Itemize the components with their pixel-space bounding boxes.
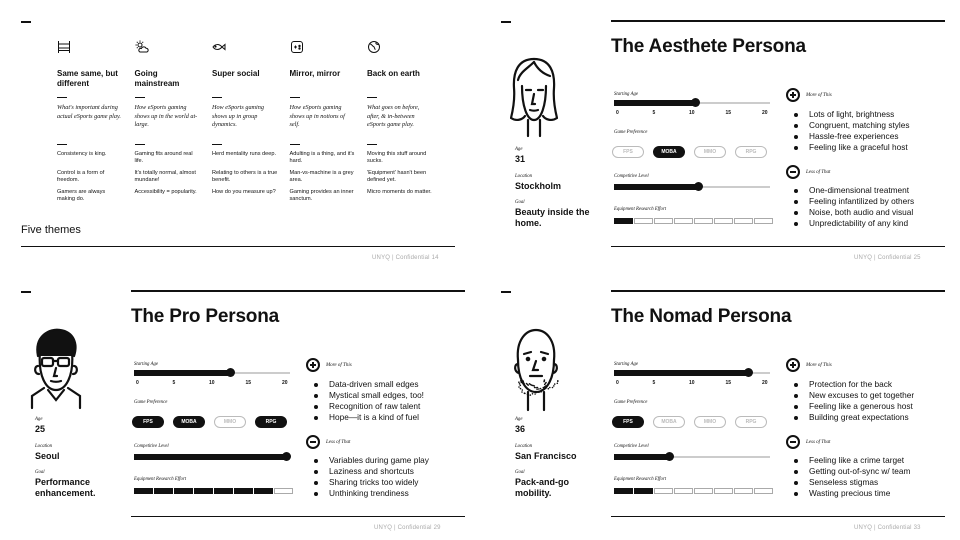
equipment-effort-label: Equipment Research Effort [134, 477, 187, 482]
equipment-segment [174, 488, 193, 494]
minus-circle-icon [306, 435, 320, 449]
theme-rule [290, 144, 300, 145]
theme-point: Gamers are always making do. [57, 189, 106, 202]
competitive-knob [694, 182, 703, 191]
more-of-this-label: More of This [326, 363, 352, 368]
slide-dash [21, 21, 31, 23]
theme-rule [57, 144, 67, 145]
less-item: Sharing tricks too widely [312, 477, 429, 488]
less-item: Variables during game play [312, 455, 429, 466]
slide-dash [501, 291, 511, 293]
theme-description: How eSports gaming shows up in group dynamics. [212, 104, 264, 128]
more-item: Lots of light, brightness [792, 109, 910, 120]
footer-text: UNYQ | Confidential 14 [372, 255, 439, 261]
competitive-level-label: Competitive Level [614, 444, 649, 449]
equipment-effort-label: Equipment Research Effort [614, 207, 667, 212]
game-pill-moba: MOBA [653, 416, 685, 428]
competitive-fill [134, 454, 286, 460]
goal-label: Goal [515, 470, 525, 475]
theme-rule [135, 144, 145, 145]
theme-rule [367, 144, 377, 145]
persona-portrait [510, 56, 558, 147]
less-of-that-label: Less of That [806, 440, 831, 445]
more-list [792, 379, 914, 423]
theme-point: Moving this stuff around sucks. [367, 151, 427, 164]
less-list [792, 185, 914, 229]
equipment-segment [674, 488, 693, 494]
competitive-fill [614, 184, 698, 190]
location-label: Location [515, 174, 533, 179]
age-tick-label: 20 [282, 380, 288, 386]
more-item: New excuses to get together [792, 390, 914, 401]
theme-point: 'Equipment' hasn't been defined yet. [367, 170, 427, 183]
equipment-segment [614, 488, 633, 494]
plus-circle-icon [786, 358, 800, 372]
gamepad-mirror-icon [290, 40, 356, 59]
equipment-segment [614, 218, 633, 224]
persona-title: The Aesthete Persona [611, 36, 806, 57]
theme-rule [212, 97, 222, 98]
slide-dash [21, 291, 31, 293]
more-item: Recognition of raw talent [312, 401, 424, 412]
age-value: 31 [515, 154, 526, 164]
title-rule [611, 290, 945, 292]
less-item: One-dimensional treatment [792, 185, 914, 196]
theme-point: Adulting is a thing, and it's hard. [289, 151, 355, 164]
less-item: Unthinking trendiness [312, 488, 429, 499]
game-pill-moba: MOBA [173, 416, 205, 428]
age-tick-label: 15 [245, 380, 252, 386]
theme-column [57, 40, 123, 208]
slide-nomad-persona [480, 270, 960, 540]
title-rule [131, 290, 465, 292]
theme-title: Going mainstream [134, 69, 180, 88]
less-item: Laziness and shortcuts [312, 466, 429, 477]
equipment-effort-label: Equipment Research Effort [614, 477, 667, 482]
location-value: San Francisco [515, 451, 577, 461]
equipment-segment [274, 488, 293, 494]
equipment-segment [714, 218, 733, 224]
location-value: Stockholm [515, 181, 562, 191]
age-tick-label: 0 [616, 110, 619, 116]
starting-age-label: Starting Age [614, 92, 639, 97]
theme-point: Relating to others is a true benefit. [212, 170, 278, 183]
more-of-this-label: More of This [806, 363, 832, 368]
footer-text: UNYQ | Confidential 29 [374, 525, 441, 531]
theme-point: Gaming fits around real life. [134, 151, 193, 164]
game-pill-rpg: RPG [735, 146, 767, 158]
competitive-knob [282, 452, 291, 461]
age-tick-label: 15 [725, 380, 732, 386]
goal-value: Pack-and-go mobility. [515, 477, 570, 498]
globe-icon [367, 40, 433, 59]
equipment-segment [754, 218, 773, 224]
sun-cloud-icon [135, 40, 201, 59]
equipment-segment [754, 488, 773, 494]
theme-title: Same same, but different [57, 69, 118, 88]
equipment-segment [234, 488, 253, 494]
goal-label: Goal [515, 200, 525, 205]
age-tick-label: 15 [725, 110, 732, 116]
less-item: Feeling like a crime target [792, 455, 910, 466]
game-preference-label: Game Preference [134, 400, 168, 405]
more-item: Building great expectations [792, 412, 914, 423]
age-tick-label: 20 [762, 380, 768, 386]
theme-description: How eSports gaming shows up in notions of self. [289, 104, 345, 128]
age-tick-label: 5 [172, 380, 176, 386]
more-list [792, 109, 910, 153]
game-pill-rpg: RPG [255, 416, 287, 428]
theme-point: Consistency is king. [57, 151, 107, 157]
game-pill-fps: FPS [612, 146, 644, 158]
less-item: Feeling infantilized by others [792, 196, 914, 207]
equipment-segment [194, 488, 213, 494]
plus-circle-icon [306, 358, 320, 372]
more-item: Protection for the back [792, 379, 914, 390]
competitive-fill [614, 454, 669, 460]
more-item: Congruent, matching styles [792, 120, 910, 131]
theme-rule [57, 97, 67, 98]
persona-portrait [30, 326, 82, 415]
starting-age-fill [134, 370, 230, 376]
less-item: Getting out-of-sync w/ team [792, 466, 910, 477]
equipment-segment [654, 218, 673, 224]
more-item: Feeling like a graceful host [792, 142, 910, 153]
starting-age-fill [614, 370, 748, 376]
equipment-segment [154, 488, 173, 494]
equipment-segment [634, 218, 653, 224]
game-pill-mmo: MMO [214, 416, 246, 428]
more-item: Data-driven small edges [312, 379, 424, 390]
equipment-segment [214, 488, 233, 494]
slide-heading: Five themes [21, 224, 81, 236]
game-preference-label: Game Preference [614, 400, 648, 405]
theme-column [135, 40, 201, 208]
theme-rule [212, 144, 222, 145]
age-label: Age [35, 417, 43, 422]
starting-age-label: Starting Age [134, 362, 159, 367]
less-of-that-label: Less of That [326, 440, 351, 445]
starting-age-knob [744, 368, 753, 377]
theme-description: How eSports gaming shows up in the world at-large. [134, 104, 198, 128]
game-pill-fps: FPS [132, 416, 164, 428]
starting-age-label: Starting Age [614, 362, 639, 367]
less-item: Wasting precious time [792, 488, 910, 499]
age-tick-label: 0 [616, 380, 619, 386]
age-tick-label: 20 [762, 110, 768, 116]
age-tick-label: 0 [136, 380, 139, 386]
theme-title: Super social [212, 69, 260, 78]
age-label: Age [515, 417, 523, 422]
more-item: Hassle-free experiences [792, 131, 910, 142]
more-list [312, 379, 424, 423]
less-item: Unpredictability of any kind [792, 218, 914, 229]
equipment-segment [634, 488, 653, 494]
theme-description: What's important during actual eSports game play. [57, 104, 121, 120]
theme-title: Back on earth [367, 69, 420, 78]
equipment-segment [734, 218, 753, 224]
theme-column [367, 40, 433, 208]
starting-age-knob [691, 98, 700, 107]
game-pill-mmo: MMO [694, 416, 726, 428]
theme-column [212, 40, 278, 208]
slide-five-themes [0, 0, 480, 270]
theme-rule [135, 97, 145, 98]
location-label: Location [515, 444, 533, 449]
theme-point: Micro moments do matter. [367, 189, 432, 195]
age-tick-label: 10 [689, 380, 695, 386]
theme-point: Control is a form of freedom. [57, 170, 105, 183]
footer-text: UNYQ | Confidential 25 [854, 255, 921, 261]
persona-portrait [510, 326, 562, 417]
starting-age-fill [614, 100, 695, 106]
footer-rule [611, 516, 945, 517]
game-preference-label: Game Preference [614, 130, 648, 135]
age-value: 36 [515, 424, 526, 434]
age-value: 25 [35, 424, 46, 434]
theme-column [290, 40, 356, 208]
theme-point: Herd mentality runs deep. [212, 151, 277, 157]
age-tick-label: 5 [652, 380, 656, 386]
less-list [792, 455, 910, 499]
footer-text: UNYQ | Confidential 33 [854, 525, 921, 531]
theme-rule [290, 97, 300, 98]
persona-title: The Pro Persona [131, 306, 279, 327]
more-item: Mystical small edges, too! [312, 390, 424, 401]
fish-icon [212, 40, 278, 59]
equipment-segment [714, 488, 733, 494]
footer-rule [21, 246, 455, 247]
more-item: Feeling like a generous host [792, 401, 914, 412]
equipment-effort-bar [614, 218, 773, 224]
theme-point: How do you measure up? [212, 189, 276, 195]
less-list [312, 455, 429, 499]
more-of-this-label: More of This [806, 93, 832, 98]
slide-dash [501, 21, 511, 23]
theme-point: Man-vs-machine is a grey area. [289, 170, 354, 183]
age-tick-label: 10 [209, 380, 215, 386]
starting-age-knob [226, 368, 235, 377]
plus-circle-icon [786, 88, 800, 102]
slide-aesthete-persona [480, 0, 960, 270]
equipment-segment [694, 218, 713, 224]
equipment-segment [134, 488, 153, 494]
age-tick-label: 5 [652, 110, 656, 116]
competitive-knob [665, 452, 674, 461]
game-pill-mmo: MMO [694, 146, 726, 158]
goal-value: Beauty inside the home. [515, 207, 590, 228]
goal-label: Goal [35, 470, 45, 475]
location-value: Seoul [35, 451, 60, 461]
more-item: Hope—it is a kind of fuel [312, 412, 424, 423]
goal-value: Performance enhancement. [35, 477, 96, 498]
equipment-effort-bar [614, 488, 773, 494]
equipment-segment [734, 488, 753, 494]
minus-circle-icon [786, 165, 800, 179]
less-item: Noise, both audio and visual [792, 207, 914, 218]
minus-circle-icon [786, 435, 800, 449]
persona-title: The Nomad Persona [611, 306, 792, 327]
game-pill-moba: MOBA [653, 146, 685, 158]
theme-point: It's totally normal, almost mundane! [134, 170, 196, 183]
competitive-level-label: Competitive Level [134, 444, 169, 449]
game-pill-rpg: RPG [735, 416, 767, 428]
theme-rule [367, 97, 377, 98]
theme-title: Mirror, mirror [289, 69, 341, 78]
location-label: Location [35, 444, 53, 449]
theme-point: Accessibility = popularity. [134, 189, 197, 195]
equipment-effort-bar [134, 488, 293, 494]
age-tick-label: 10 [689, 110, 695, 116]
game-pill-fps: FPS [612, 416, 644, 428]
theme-point: Gaming provides an inner sanctum. [289, 189, 354, 202]
footer-rule [611, 246, 945, 247]
less-item: Senseless stigmas [792, 477, 910, 488]
slide-pro-persona [0, 270, 480, 540]
equipment-segment [654, 488, 673, 494]
equipment-segment [254, 488, 273, 494]
title-rule [611, 20, 945, 22]
footer-rule [131, 516, 465, 517]
age-label: Age [515, 147, 523, 152]
less-of-that-label: Less of That [806, 170, 831, 175]
equipment-segment [694, 488, 713, 494]
equipment-segment [674, 218, 693, 224]
bed-icon [57, 40, 123, 59]
competitive-level-label: Competitive Level [614, 174, 649, 179]
theme-description: What goes on before, after, & in-between eSports game play. [367, 104, 420, 128]
